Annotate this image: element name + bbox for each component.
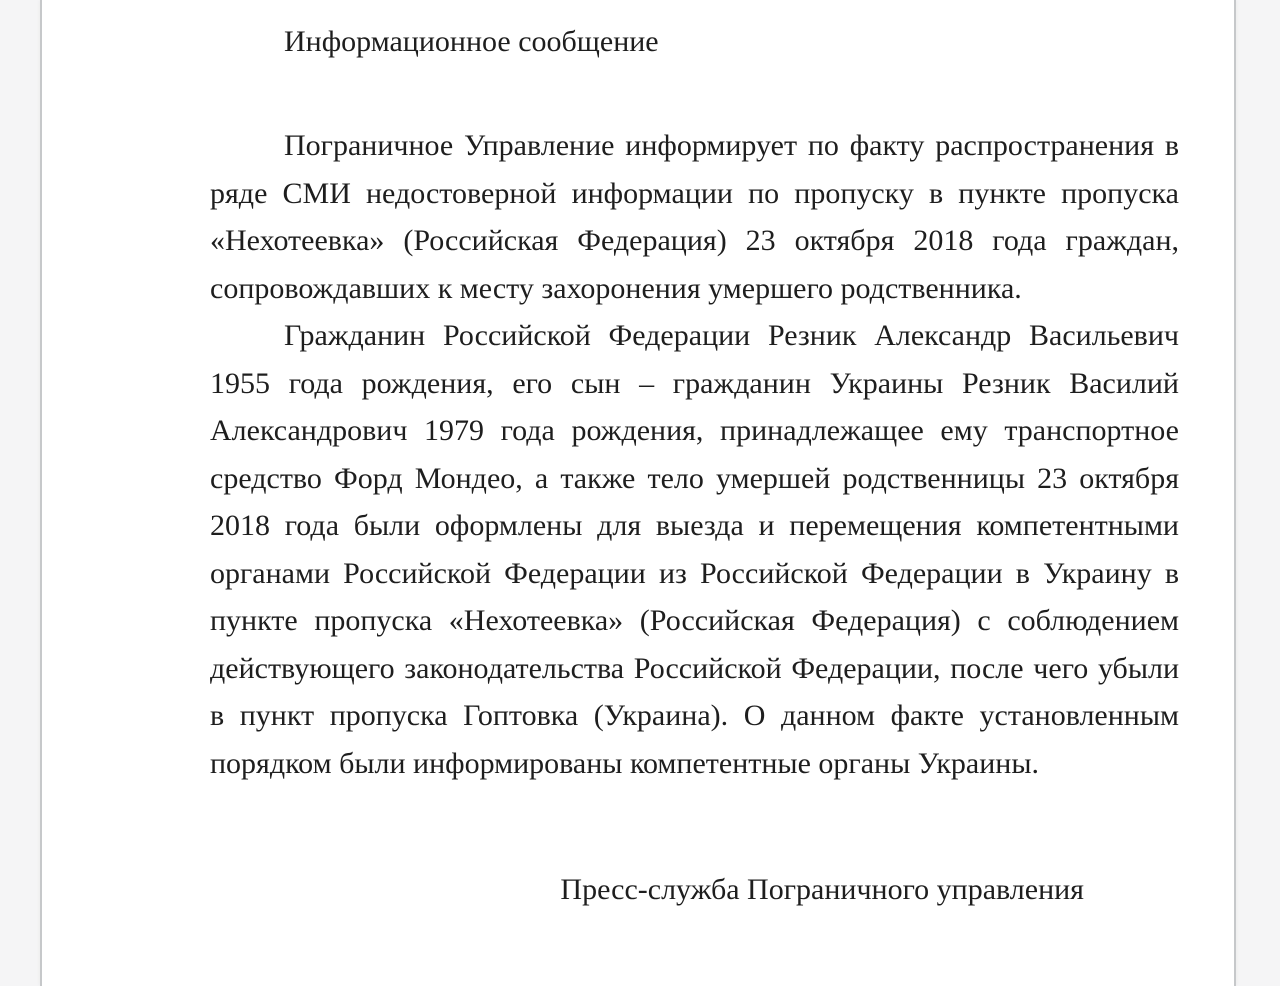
paragraph-intro: Пограничное Управление информирует по факту распространения в ряде СМИ недостоверной информации по пропуску в пункте пропуска «Нехотеевка» (Российская Федерация) 23 октября 2018 года граждан, сопровождавших к месту захоронения умершего родственника.	[210, 129, 1179, 305]
paragraph-details: Гражданин Российской Федерации Резник Александр Васильевич 1955 года рождения, его сын – гражданин Украины Резник Василий Александрович 1979 года рождения, принадлежащее ему транспортное средство Форд Мондео, а также тело умершей родственницы 23 октября 2018 года были оформлены для выезда и перемещения компетентными органами Российской Федерации из Российской Федерации в Украину в пункте пропуска «Нехотеевка» (Российская Федерация) с соблюдением действующего законодательства Российской Федерации, после чего убыли в пункт пропуска Гоптовка (Украина). О данном факте установленным порядком были информированы компетентные органы Украины.	[210, 319, 1179, 780]
document-page	[40, 0, 1236, 986]
signature-line: Пресс-служба Пограничного управления	[560, 873, 1084, 906]
document-title: Информационное сообщение	[284, 25, 659, 58]
